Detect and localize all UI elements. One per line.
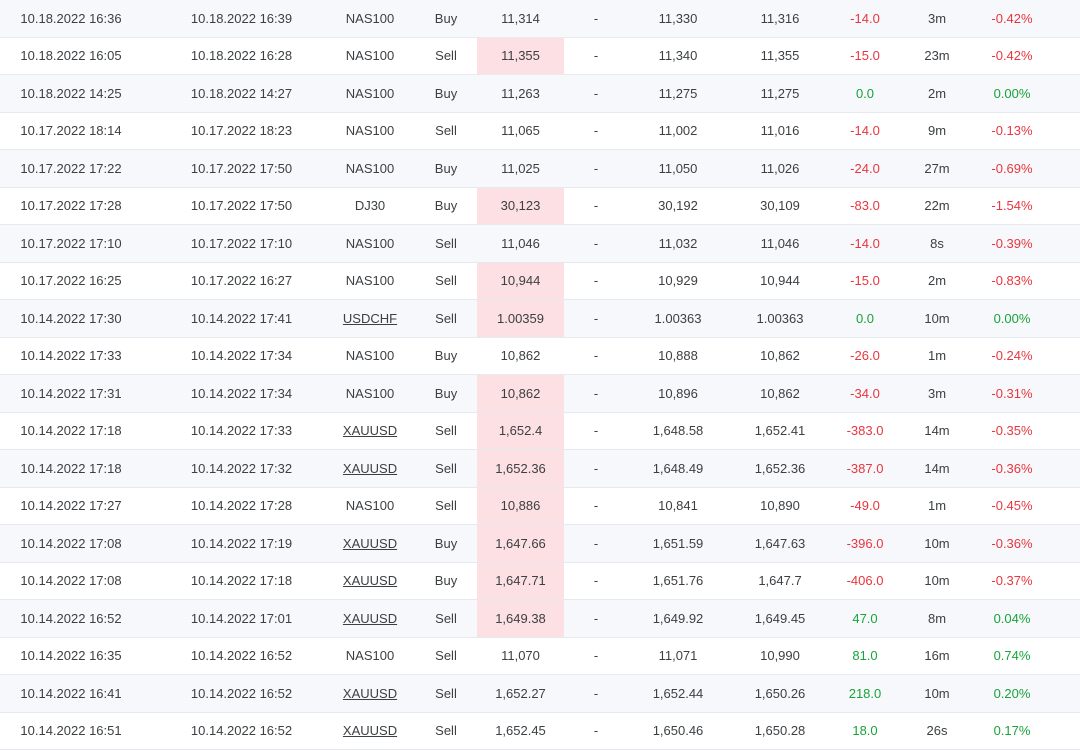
symbol-cell (330, 0, 410, 37)
stop-loss-cell: - (578, 188, 614, 225)
open-time-cell: 10.17.2022 17:22 (0, 150, 142, 187)
close-price-cell: 10,990 (730, 638, 830, 675)
close-time-cell: 10.18.2022 16:28 (170, 38, 313, 75)
percent-change-cell: -1.54% (972, 188, 1052, 225)
close-time-cell: 10.18.2022 14:27 (170, 75, 313, 112)
profit-loss-cell: 47.0 (820, 600, 910, 637)
exit-price-cell: 11,032 (630, 225, 726, 262)
trade-type-cell: Sell (420, 675, 472, 712)
duration-cell: 16m (906, 638, 968, 675)
symbol-cell (330, 338, 410, 375)
stop-loss-cell: - (578, 413, 614, 450)
trade-type-cell: Buy (420, 375, 472, 412)
stop-loss-cell: - (578, 75, 614, 112)
percent-change-cell: 0.00% (972, 75, 1052, 112)
open-time-cell: 10.17.2022 17:28 (0, 188, 142, 225)
close-time-cell: 10.17.2022 16:27 (170, 263, 313, 300)
trade-type-cell: Sell (420, 38, 472, 75)
entry-price-cell: 1,652.4 (477, 413, 564, 450)
symbol-label: NAS100 (346, 386, 394, 401)
symbol-cell (330, 488, 410, 525)
table-row[interactable] (0, 263, 1080, 301)
profit-loss-cell: -24.0 (820, 150, 910, 187)
entry-price-cell: 1,652.45 (477, 713, 564, 750)
symbol-cell (330, 638, 410, 675)
symbol-cell (330, 113, 410, 150)
profit-loss-cell: -49.0 (820, 488, 910, 525)
stop-loss-cell: - (578, 638, 614, 675)
trade-type-cell: Sell (420, 488, 472, 525)
percent-change-cell: -0.45% (972, 488, 1052, 525)
duration-cell: 1m (906, 488, 968, 525)
stop-loss-cell: - (578, 675, 614, 712)
table-row[interactable] (0, 525, 1080, 563)
trade-type-cell: Buy (420, 75, 472, 112)
close-time-cell: 10.17.2022 17:50 (170, 150, 313, 187)
close-time-cell: 10.14.2022 16:52 (170, 713, 313, 750)
symbol-cell (330, 600, 410, 637)
stop-loss-cell: - (578, 300, 614, 337)
percent-change-cell: 0.20% (972, 675, 1052, 712)
close-price-cell: 1.00363 (730, 300, 830, 337)
trade-type-cell: Sell (420, 413, 472, 450)
duration-cell: 3m (906, 375, 968, 412)
symbol-label: NAS100 (346, 86, 394, 101)
stop-loss-cell: - (578, 263, 614, 300)
symbol-label: NAS100 (346, 11, 394, 26)
percent-change-cell: -0.31% (972, 375, 1052, 412)
trade-type-cell: Buy (420, 150, 472, 187)
percent-change-cell: -0.69% (972, 150, 1052, 187)
close-price-cell: 11,016 (730, 113, 830, 150)
entry-price-cell: 11,263 (477, 75, 564, 112)
table-row[interactable] (0, 600, 1080, 638)
stop-loss-cell: - (578, 150, 614, 187)
trade-type-cell: Buy (420, 563, 472, 600)
profit-loss-cell: -406.0 (820, 563, 910, 600)
exit-price-cell: 10,929 (630, 263, 726, 300)
exit-price-cell: 11,330 (630, 0, 726, 37)
symbol-cell (330, 263, 410, 300)
close-time-cell: 10.14.2022 17:28 (170, 488, 313, 525)
stop-loss-cell: - (578, 38, 614, 75)
entry-price-cell: 11,355 (477, 38, 564, 75)
symbol-cell (330, 150, 410, 187)
entry-price-cell: 1.00359 (477, 300, 564, 337)
trade-type-cell: Buy (420, 338, 472, 375)
stop-loss-cell: - (578, 563, 614, 600)
symbol-label: NAS100 (346, 48, 394, 63)
open-time-cell: 10.14.2022 17:33 (0, 338, 142, 375)
duration-cell: 1m (906, 338, 968, 375)
open-time-cell: 10.14.2022 16:51 (0, 713, 142, 750)
entry-price-cell: 10,944 (477, 263, 564, 300)
exit-price-cell: 10,888 (630, 338, 726, 375)
entry-price-cell: 1,647.66 (477, 525, 564, 562)
percent-change-cell: 0.17% (972, 713, 1052, 750)
close-time-cell: 10.18.2022 16:39 (170, 0, 313, 37)
close-time-cell: 10.14.2022 17:33 (170, 413, 313, 450)
duration-cell: 8s (906, 225, 968, 262)
table-row[interactable] (0, 413, 1080, 451)
entry-price-cell: 10,862 (477, 338, 564, 375)
symbol-cell (330, 300, 410, 337)
duration-cell: 3m (906, 0, 968, 37)
symbol-label[interactable]: XAUUSD (343, 461, 397, 476)
profit-loss-cell: -383.0 (820, 413, 910, 450)
duration-cell: 22m (906, 188, 968, 225)
duration-cell: 14m (906, 450, 968, 487)
close-price-cell: 11,355 (730, 38, 830, 75)
close-time-cell: 10.14.2022 17:19 (170, 525, 313, 562)
close-price-cell: 11,026 (730, 150, 830, 187)
duration-cell: 10m (906, 675, 968, 712)
symbol-label: NAS100 (346, 273, 394, 288)
close-time-cell: 10.14.2022 16:52 (170, 675, 313, 712)
close-price-cell: 1,650.28 (730, 713, 830, 750)
symbol-cell (330, 675, 410, 712)
stop-loss-cell: - (578, 713, 614, 750)
duration-cell: 10m (906, 525, 968, 562)
close-time-cell: 10.14.2022 17:34 (170, 375, 313, 412)
symbol-label: NAS100 (346, 648, 394, 663)
table-row[interactable] (0, 375, 1080, 413)
exit-price-cell: 30,192 (630, 188, 726, 225)
table-row[interactable] (0, 338, 1080, 376)
table-row[interactable] (0, 0, 1080, 38)
symbol-cell (330, 563, 410, 600)
exit-price-cell: 11,275 (630, 75, 726, 112)
open-time-cell: 10.14.2022 17:30 (0, 300, 142, 337)
trade-type-cell: Sell (420, 450, 472, 487)
stop-loss-cell: - (578, 525, 614, 562)
trade-type-cell: Sell (420, 113, 472, 150)
symbol-cell (330, 525, 410, 562)
percent-change-cell: 0.74% (972, 638, 1052, 675)
symbol-cell (330, 225, 410, 262)
duration-cell: 23m (906, 38, 968, 75)
symbol-label[interactable]: XAUUSD (343, 723, 397, 738)
open-time-cell: 10.18.2022 14:25 (0, 75, 142, 112)
stop-loss-cell: - (578, 375, 614, 412)
duration-cell: 8m (906, 600, 968, 637)
profit-loss-cell: 18.0 (820, 713, 910, 750)
exit-price-cell: 11,002 (630, 113, 726, 150)
symbol-label[interactable]: XAUUSD (343, 423, 397, 438)
open-time-cell: 10.14.2022 17:18 (0, 450, 142, 487)
symbol-label[interactable]: XAUUSD (343, 686, 397, 701)
duration-cell: 9m (906, 113, 968, 150)
profit-loss-cell: -396.0 (820, 525, 910, 562)
duration-cell: 2m (906, 263, 968, 300)
duration-cell: 10m (906, 300, 968, 337)
stop-loss-cell: - (578, 113, 614, 150)
table-row[interactable] (0, 75, 1080, 113)
stop-loss-cell: - (578, 0, 614, 37)
table-row[interactable] (0, 488, 1080, 526)
entry-price-cell: 1,647.71 (477, 563, 564, 600)
entry-price-cell: 1,652.36 (477, 450, 564, 487)
entry-price-cell: 11,025 (477, 150, 564, 187)
symbol-label: NAS100 (346, 236, 394, 251)
exit-price-cell: 11,071 (630, 638, 726, 675)
profit-loss-cell: -387.0 (820, 450, 910, 487)
profit-loss-cell: -14.0 (820, 225, 910, 262)
open-time-cell: 10.14.2022 17:08 (0, 563, 142, 600)
close-time-cell: 10.14.2022 16:52 (170, 638, 313, 675)
symbol-label: NAS100 (346, 161, 394, 176)
trade-type-cell: Sell (420, 600, 472, 637)
open-time-cell: 10.18.2022 16:05 (0, 38, 142, 75)
open-time-cell: 10.14.2022 16:41 (0, 675, 142, 712)
open-time-cell: 10.18.2022 16:36 (0, 0, 142, 37)
exit-price-cell: 1,652.44 (630, 675, 726, 712)
exit-price-cell: 1,650.46 (630, 713, 726, 750)
exit-price-cell: 1,651.59 (630, 525, 726, 562)
exit-price-cell: 1,651.76 (630, 563, 726, 600)
trade-type-cell: Sell (420, 225, 472, 262)
profit-loss-cell: -34.0 (820, 375, 910, 412)
exit-price-cell: 1,649.92 (630, 600, 726, 637)
table-row[interactable] (0, 675, 1080, 713)
percent-change-cell: 0.00% (972, 300, 1052, 337)
duration-cell: 26s (906, 713, 968, 750)
close-time-cell: 10.14.2022 17:01 (170, 600, 313, 637)
entry-price-cell: 10,886 (477, 488, 564, 525)
symbol-label[interactable]: XAUUSD (343, 611, 397, 626)
entry-price-cell: 11,314 (477, 0, 564, 37)
percent-change-cell: -0.42% (972, 0, 1052, 37)
open-time-cell: 10.17.2022 17:10 (0, 225, 142, 262)
table-row[interactable] (0, 150, 1080, 188)
percent-change-cell: -0.42% (972, 38, 1052, 75)
open-time-cell: 10.17.2022 18:14 (0, 113, 142, 150)
percent-change-cell: -0.13% (972, 113, 1052, 150)
close-time-cell: 10.14.2022 17:41 (170, 300, 313, 337)
stop-loss-cell: - (578, 338, 614, 375)
profit-loss-cell: -83.0 (820, 188, 910, 225)
percent-change-cell: 0.04% (972, 600, 1052, 637)
symbol-cell (330, 713, 410, 750)
close-price-cell: 30,109 (730, 188, 830, 225)
profit-loss-cell: 0.0 (820, 75, 910, 112)
stop-loss-cell: - (578, 450, 614, 487)
symbol-label: NAS100 (346, 123, 394, 138)
percent-change-cell: -0.39% (972, 225, 1052, 262)
table-row[interactable] (0, 713, 1080, 750)
close-price-cell: 1,647.7 (730, 563, 830, 600)
exit-price-cell: 10,841 (630, 488, 726, 525)
close-price-cell: 10,890 (730, 488, 830, 525)
exit-price-cell: 1,648.58 (630, 413, 726, 450)
symbol-label[interactable]: XAUUSD (343, 536, 397, 551)
close-time-cell: 10.14.2022 17:18 (170, 563, 313, 600)
trade-type-cell: Sell (420, 263, 472, 300)
symbol-cell (330, 75, 410, 112)
open-time-cell: 10.14.2022 17:08 (0, 525, 142, 562)
duration-cell: 10m (906, 563, 968, 600)
open-time-cell: 10.14.2022 16:52 (0, 600, 142, 637)
symbol-label: NAS100 (346, 348, 394, 363)
percent-change-cell: -0.36% (972, 450, 1052, 487)
symbol-label[interactable]: USDCHF (343, 311, 397, 326)
close-price-cell: 1,650.26 (730, 675, 830, 712)
stop-loss-cell: - (578, 225, 614, 262)
close-time-cell: 10.14.2022 17:32 (170, 450, 313, 487)
trade-type-cell: Buy (420, 188, 472, 225)
stop-loss-cell: - (578, 600, 614, 637)
close-time-cell: 10.17.2022 17:50 (170, 188, 313, 225)
entry-price-cell: 30,123 (477, 188, 564, 225)
symbol-label: DJ30 (355, 198, 385, 213)
symbol-cell (330, 450, 410, 487)
percent-change-cell: -0.36% (972, 525, 1052, 562)
duration-cell: 14m (906, 413, 968, 450)
close-price-cell: 1,652.41 (730, 413, 830, 450)
table-row[interactable] (0, 300, 1080, 338)
entry-price-cell: 11,065 (477, 113, 564, 150)
trade-type-cell: Sell (420, 638, 472, 675)
exit-price-cell: 1,648.49 (630, 450, 726, 487)
profit-loss-cell: 218.0 (820, 675, 910, 712)
close-price-cell: 10,862 (730, 338, 830, 375)
table-row[interactable] (0, 188, 1080, 226)
trade-type-cell: Buy (420, 0, 472, 37)
profit-loss-cell: -14.0 (820, 113, 910, 150)
open-time-cell: 10.17.2022 16:25 (0, 263, 142, 300)
symbol-cell (330, 38, 410, 75)
close-price-cell: 10,944 (730, 263, 830, 300)
symbol-cell (330, 188, 410, 225)
open-time-cell: 10.14.2022 16:35 (0, 638, 142, 675)
close-time-cell: 10.17.2022 17:10 (170, 225, 313, 262)
trade-type-cell: Sell (420, 300, 472, 337)
profit-loss-cell: -14.0 (820, 0, 910, 37)
trade-type-cell: Sell (420, 713, 472, 750)
entry-price-cell: 11,070 (477, 638, 564, 675)
stop-loss-cell: - (578, 488, 614, 525)
open-time-cell: 10.14.2022 17:27 (0, 488, 142, 525)
open-time-cell: 10.14.2022 17:18 (0, 413, 142, 450)
profit-loss-cell: 0.0 (820, 300, 910, 337)
close-price-cell: 1,649.45 (730, 600, 830, 637)
symbol-cell (330, 413, 410, 450)
entry-price-cell: 10,862 (477, 375, 564, 412)
close-price-cell: 11,046 (730, 225, 830, 262)
close-time-cell: 10.14.2022 17:34 (170, 338, 313, 375)
exit-price-cell: 11,050 (630, 150, 726, 187)
profit-loss-cell: -15.0 (820, 263, 910, 300)
duration-cell: 2m (906, 75, 968, 112)
exit-price-cell: 1.00363 (630, 300, 726, 337)
symbol-label: NAS100 (346, 498, 394, 513)
table-row[interactable] (0, 113, 1080, 151)
table-row[interactable] (0, 225, 1080, 263)
profit-loss-cell: 81.0 (820, 638, 910, 675)
table-row[interactable] (0, 638, 1080, 676)
trade-type-cell: Buy (420, 525, 472, 562)
percent-change-cell: -0.24% (972, 338, 1052, 375)
profit-loss-cell: -26.0 (820, 338, 910, 375)
entry-price-cell: 1,649.38 (477, 600, 564, 637)
table-row[interactable] (0, 563, 1080, 601)
close-time-cell: 10.17.2022 18:23 (170, 113, 313, 150)
symbol-cell (330, 375, 410, 412)
close-price-cell: 10,862 (730, 375, 830, 412)
entry-price-cell: 11,046 (477, 225, 564, 262)
close-price-cell: 1,652.36 (730, 450, 830, 487)
symbol-label[interactable]: XAUUSD (343, 573, 397, 588)
entry-price-cell: 1,652.27 (477, 675, 564, 712)
exit-price-cell: 10,896 (630, 375, 726, 412)
percent-change-cell: -0.35% (972, 413, 1052, 450)
exit-price-cell: 11,340 (630, 38, 726, 75)
duration-cell: 27m (906, 150, 968, 187)
profit-loss-cell: -15.0 (820, 38, 910, 75)
percent-change-cell: -0.83% (972, 263, 1052, 300)
table-row[interactable] (0, 38, 1080, 76)
percent-change-cell: -0.37% (972, 563, 1052, 600)
close-price-cell: 11,316 (730, 0, 830, 37)
close-price-cell: 11,275 (730, 75, 830, 112)
table-row[interactable] (0, 450, 1080, 488)
open-time-cell: 10.14.2022 17:31 (0, 375, 142, 412)
close-price-cell: 1,647.63 (730, 525, 830, 562)
